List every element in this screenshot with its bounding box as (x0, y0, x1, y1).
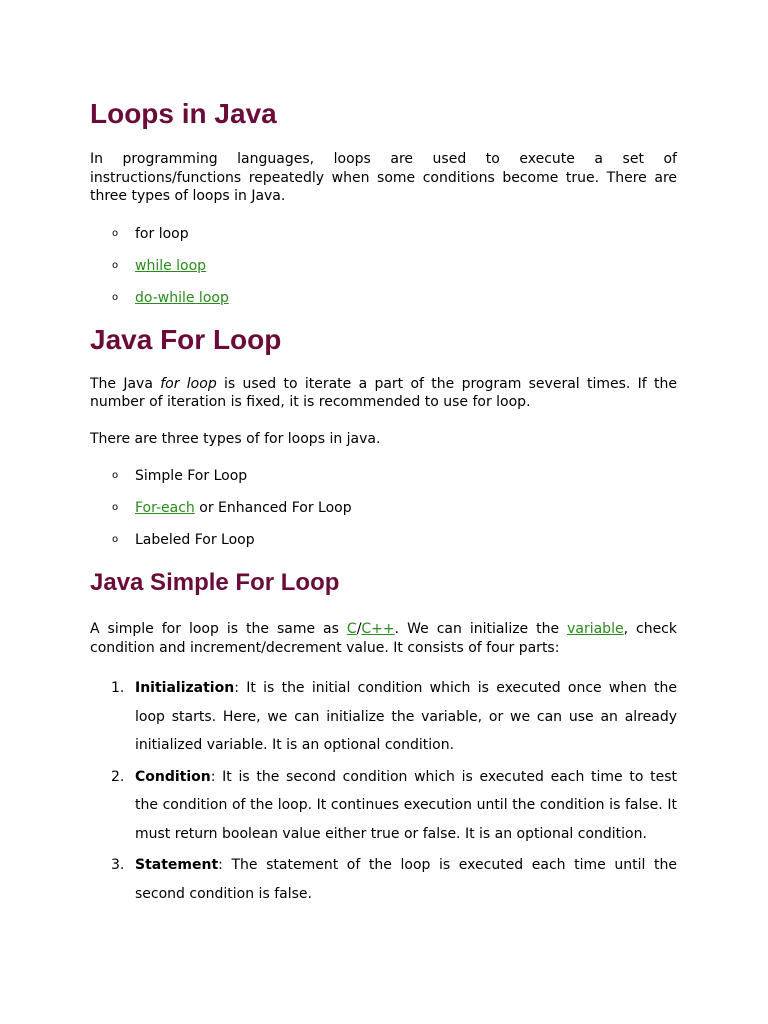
list-item-labeled-for-loop (90, 531, 677, 563)
bullet-icon: o (112, 502, 119, 513)
enhanced-for-loop-text: or Enhanced For Loop (194, 500, 352, 516)
step-description: : It is the initial condition which is executed once when the loop starts. Here, we can initialize the variable, or we can use an already initialized variable. It is an optional condition. (135, 680, 677, 753)
c-link[interactable]: C (346, 621, 357, 637)
list-item-for-each (90, 499, 677, 531)
cpp-link[interactable]: C++ (361, 621, 395, 637)
for-loop-para-before: The Java (90, 375, 161, 392)
step-number: 3. (111, 857, 125, 873)
for-loop-emphasis: for loop (160, 375, 217, 392)
page-title: Loops in Java (90, 98, 277, 129)
section-title-simple-for-loop: Java Simple For Loop (90, 569, 340, 596)
simple-para-after: , check condition and increment/decrement value. It consists of four parts: (90, 621, 677, 656)
list-item-condition (90, 763, 677, 849)
while-loop-link[interactable]: while loop (135, 257, 207, 274)
loop-parts-list (90, 674, 677, 908)
for-loop-text: for loop (135, 225, 189, 242)
for-each-link[interactable]: For-each (135, 500, 195, 516)
simple-for-loop-paragraph (90, 620, 677, 657)
simple-for-loop-text: Simple For Loop (135, 468, 248, 484)
step-term: Condition (135, 768, 211, 785)
step-description: : It is the second condition which is executed each time to test the condition of the loop. It continues execution until the condition is false. It must return boolean value either true or false. It is an optional condition. (135, 768, 677, 842)
list-item-simple-for-loop (90, 467, 677, 499)
section-title-for-loop: Java For Loop (90, 323, 282, 355)
bullet-icon: o (112, 534, 119, 545)
step-term: Statement (135, 857, 219, 873)
simple-para-mid: . We can initialize the (394, 621, 568, 637)
bullet-icon: o (112, 259, 119, 271)
bullet-icon: o (112, 470, 119, 481)
simple-para-before: A simple for loop is the same as (90, 621, 347, 637)
loop-types-list (90, 225, 677, 321)
for-loop-types-list (90, 467, 677, 563)
for-loop-types-intro: There are three types of for loops in java. (90, 430, 381, 447)
intro-paragraph: In programming languages, loops are used to execute a set of instructions/functions repeatedly when some conditions become true. There are three types of loops in Java. (90, 151, 677, 204)
do-while-loop-link[interactable]: do-while loop (135, 289, 229, 306)
simple-para-sep: / (356, 621, 362, 637)
list-item-initialization (90, 674, 677, 760)
list-item-do-while-loop (90, 289, 677, 321)
document-content (90, 95, 677, 911)
step-number: 2. (111, 768, 125, 785)
labeled-for-loop-text: Labeled For Loop (135, 532, 255, 548)
step-description: : The statement of the loop is executed each time until the second condition is false. (135, 857, 677, 902)
list-item-for-loop (90, 225, 677, 257)
for-loop-paragraph (90, 375, 677, 412)
step-number: 1. (111, 680, 125, 696)
list-item-while-loop (90, 257, 677, 289)
bullet-icon: o (112, 227, 119, 239)
for-loop-para-after: is used to iterate a part of the program several times. If the number of iteration is fixed, it is recommended to use for loop. (90, 375, 677, 410)
variable-link[interactable]: variable (567, 621, 624, 637)
step-term: Initialization (135, 680, 235, 696)
list-item-statement (90, 851, 677, 908)
bullet-icon: o (112, 291, 119, 303)
